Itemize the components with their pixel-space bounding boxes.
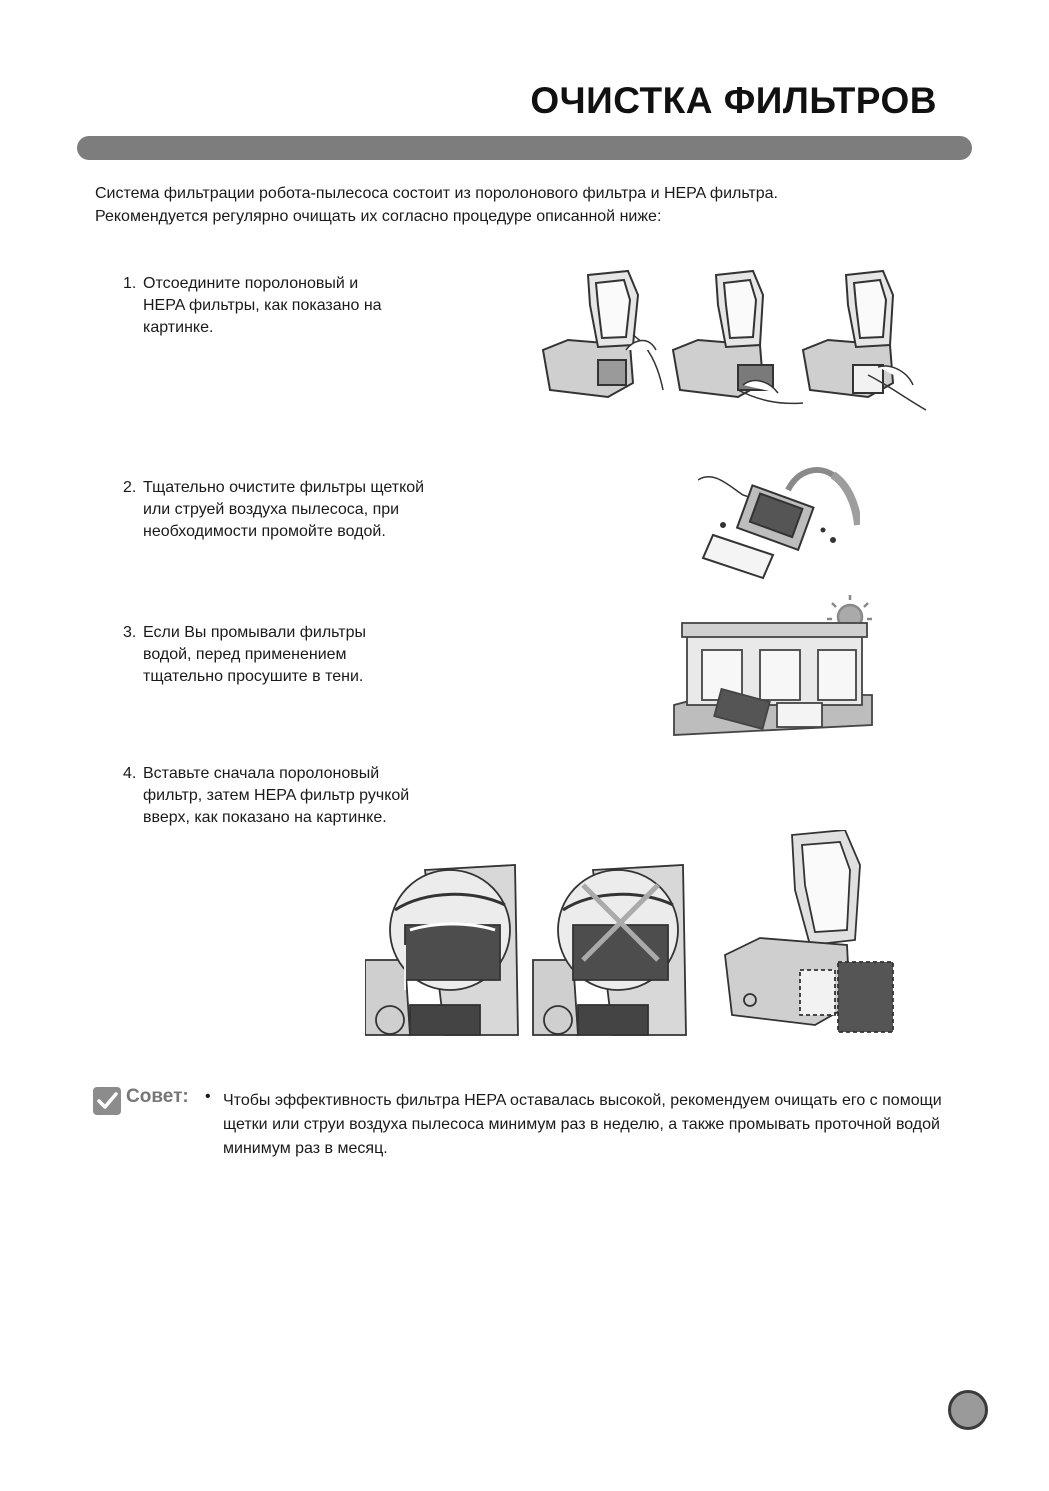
step-number: 1.	[123, 275, 137, 292]
intro-line-2: Рекомендуется регулярно очищать их согласно процедуре описанной ниже:	[95, 208, 662, 225]
step-text: Вставьте сначала поролоновый фильтр, затем HEPA фильтр ручкой вверх, как показано на картинке.	[143, 765, 410, 826]
remove-filters-illustration	[538, 265, 930, 415]
step-3	[123, 622, 483, 688]
step-text: Отсоедините поролоновый и HEPA фильтры, как показано на картинке.	[143, 275, 382, 336]
step-text: Если Вы промывали фильтры водой, перед применением тщательно просушите в тени.	[143, 624, 366, 685]
tip-bullet: •	[205, 1088, 211, 1105]
insert-filter-illustration	[365, 830, 905, 1040]
tip-label: Совет:	[126, 1086, 189, 1107]
checkmark-icon	[93, 1087, 121, 1115]
step-1	[123, 273, 483, 339]
page-title: ОЧИСТКА ФИЛЬТРОВ	[530, 80, 937, 121]
step-number: 3.	[123, 624, 137, 641]
step-number: 2.	[123, 479, 137, 496]
step-2	[123, 477, 483, 543]
clean-filter-illustration	[698, 460, 860, 585]
page-number-circle	[948, 1390, 988, 1430]
intro-line-1: Система фильтрации робота-пылесоса состоит из поролонового фильтра и HEPA фильтра.	[95, 185, 778, 202]
dry-filter-illustration	[672, 595, 877, 740]
intro-text	[95, 182, 955, 228]
tip-text: Чтобы эффективность фильтра HEPA оставалась высокой, рекомендуем очищать его с помощи щетки или струи воздуха пылесоса минимум раз в неделю, а также промывать проточной водой минимум раз в месяц.	[223, 1092, 942, 1157]
title-divider-bar	[77, 136, 972, 160]
step-number: 4.	[123, 765, 137, 782]
step-4	[123, 763, 483, 829]
step-text: Тщательно очистите фильтры щеткой или струей воздуха пылесоса, при необходимости промойте водой.	[143, 479, 425, 540]
